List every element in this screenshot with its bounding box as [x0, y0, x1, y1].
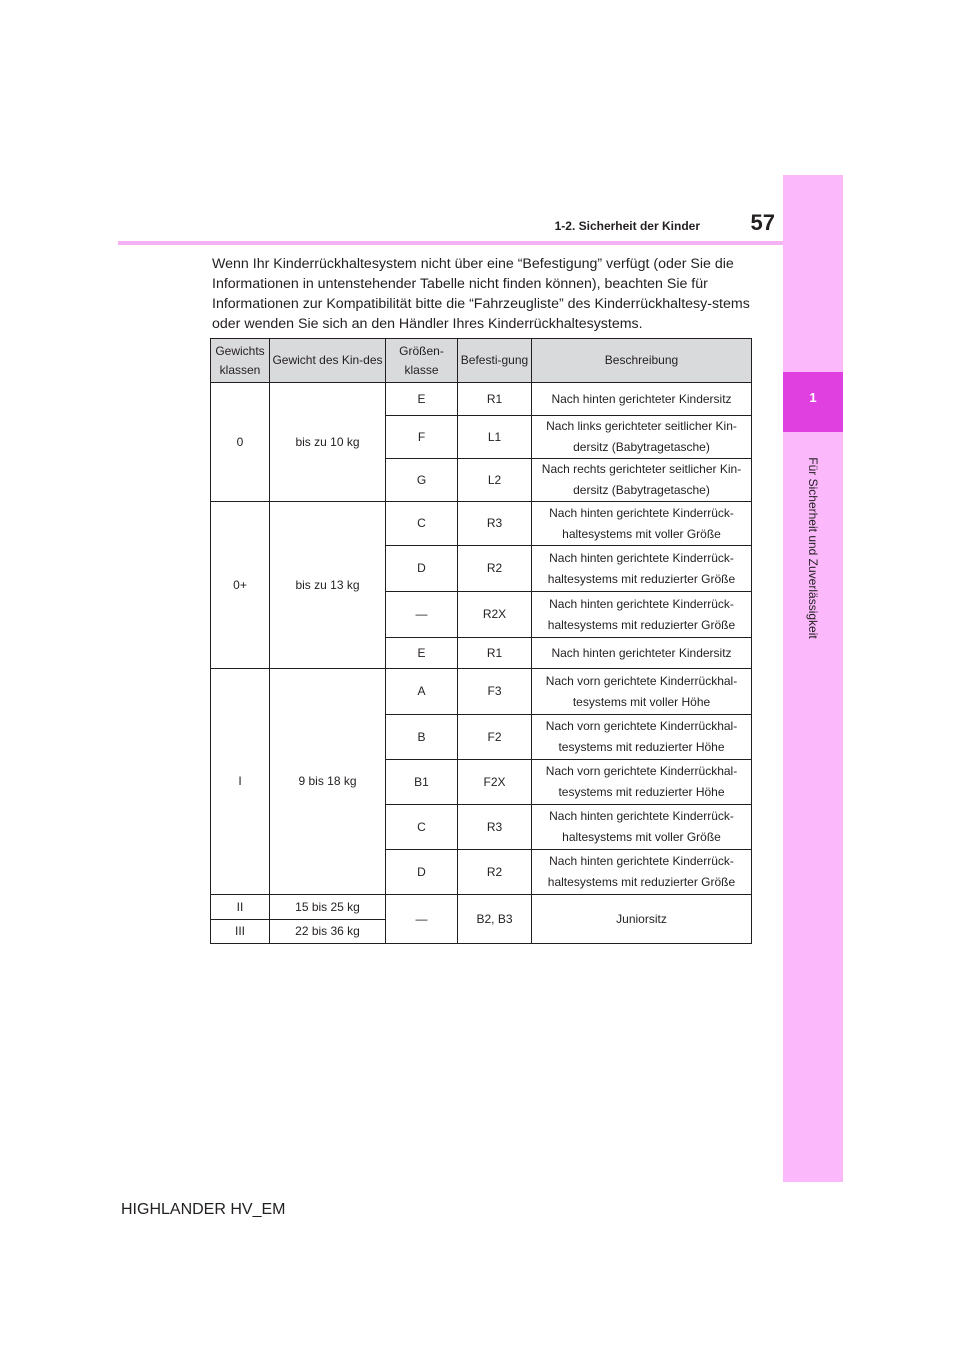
cell-befestigung: R3: [458, 502, 532, 546]
cell-befestigung: L2: [458, 459, 532, 502]
cell-beschreibung: Nach hinten gerichtete Kinderrück-haltesystems mit voller Größe: [532, 502, 752, 546]
header-groessenklasse: Größen-klasse: [386, 339, 458, 383]
cell-klasse: I: [211, 669, 270, 895]
cell-groesse: D: [386, 546, 458, 592]
compatibility-table: [210, 338, 752, 944]
cell-klasse: II: [211, 895, 270, 920]
cell-groesse: —: [386, 895, 458, 944]
cell-groesse: B1: [386, 760, 458, 805]
cell-groesse: G: [386, 459, 458, 502]
header-gewicht: Gewicht des Kin-des: [270, 339, 386, 383]
cell-beschreibung: Nach hinten gerichtete Kinderrück-haltesystems mit voller Größe: [532, 805, 752, 850]
cell-gewicht: bis zu 10 kg: [270, 383, 386, 502]
cell-groesse: B: [386, 715, 458, 760]
cell-beschreibung: Nach hinten gerichteter Kindersitz: [532, 638, 752, 669]
cell-beschreibung: Nach vorn gerichtete Kinderrückhal-tesystems mit voller Höhe: [532, 669, 752, 715]
footer-model-code: HIGHLANDER HV_EM: [121, 1201, 286, 1218]
cell-befestigung: R2: [458, 850, 532, 895]
cell-befestigung: R1: [458, 638, 532, 669]
cell-befestigung: R1: [458, 383, 532, 416]
cell-befestigung: F3: [458, 669, 532, 715]
cell-groesse: E: [386, 383, 458, 416]
cell-gewicht: bis zu 13 kg: [270, 502, 386, 669]
page-number: 57: [750, 210, 775, 235]
cell-befestigung: F2X: [458, 760, 532, 805]
cell-gewicht: 9 bis 18 kg: [270, 669, 386, 895]
cell-befestigung: R3: [458, 805, 532, 850]
cell-beschreibung: Nach vorn gerichtete Kinderrückhal-tesystems mit reduzierter Höhe: [532, 760, 752, 805]
cell-groesse: D: [386, 850, 458, 895]
cell-gewicht: 22 bis 36 kg: [270, 920, 386, 944]
cell-beschreibung: Nach hinten gerichtete Kinderrück-haltesystems mit reduzierter Größe: [532, 546, 752, 592]
header-beschreibung: Beschreibung: [532, 339, 752, 383]
cell-beschreibung: Nach rechts gerichteter seitlicher Kin-dersitz (Babytragetasche): [532, 459, 752, 502]
cell-befestigung: F2: [458, 715, 532, 760]
header-gewichtsklassen: Gewichts klassen: [211, 339, 270, 383]
cell-beschreibung: Nach vorn gerichtete Kinderrückhal-tesystems mit reduzierter Höhe: [532, 715, 752, 760]
intro-paragraph: Wenn Ihr Kinderrückhaltesystem nicht über eine “Befestigung” verfügt (oder Sie die Informationen in untenstehender Tabelle nicht finden können), beachten Sie für Informationen zur Kompatibilität bitte die “Fahrzeugliste” des Kinderrückhaltesy-stems oder wenden Sie sich an den Händler Ihres Kinderrückhaltesystems.: [212, 256, 750, 332]
table-row: [211, 383, 752, 416]
cell-beschreibung: Nach hinten gerichtete Kinderrück-haltesystems mit reduzierter Größe: [532, 850, 752, 895]
cell-befestigung: R2: [458, 546, 532, 592]
section-title: 1-2. Sicherheit der Kinder: [554, 219, 700, 233]
chapter-number: 1: [809, 390, 817, 405]
table-row: [211, 502, 752, 546]
header-rule: [118, 241, 783, 245]
cell-groesse: E: [386, 638, 458, 669]
cell-klasse: III: [211, 920, 270, 944]
cell-groesse: C: [386, 502, 458, 546]
cell-groesse: C: [386, 805, 458, 850]
cell-befestigung: R2X: [458, 592, 532, 638]
chapter-side-tab: [783, 175, 843, 1182]
cell-klasse: 0+: [211, 502, 270, 669]
cell-beschreibung: Nach hinten gerichteter Kindersitz: [532, 383, 752, 416]
cell-befestigung: B2, B3: [458, 895, 532, 944]
cell-groesse: F: [386, 416, 458, 459]
chapter-title-text: Für Sicherheit und Zuverlässigkeit: [806, 457, 820, 639]
cell-beschreibung: Nach hinten gerichtete Kinderrück-haltesystems mit reduzierter Größe: [532, 592, 752, 638]
header-befestigung: Befesti-gung: [458, 339, 532, 383]
cell-klasse: 0: [211, 383, 270, 502]
cell-gewicht: 15 bis 25 kg: [270, 895, 386, 920]
cell-beschreibung: Juniorsitz: [532, 895, 752, 944]
cell-groesse: —: [386, 592, 458, 638]
table-row: [211, 669, 752, 715]
cell-beschreibung: Nach links gerichteter seitlicher Kin-dersitz (Babytragetasche): [532, 416, 752, 459]
table-row: [211, 895, 752, 920]
table-header-row: [211, 339, 752, 383]
cell-groesse: A: [386, 669, 458, 715]
cell-befestigung: L1: [458, 416, 532, 459]
